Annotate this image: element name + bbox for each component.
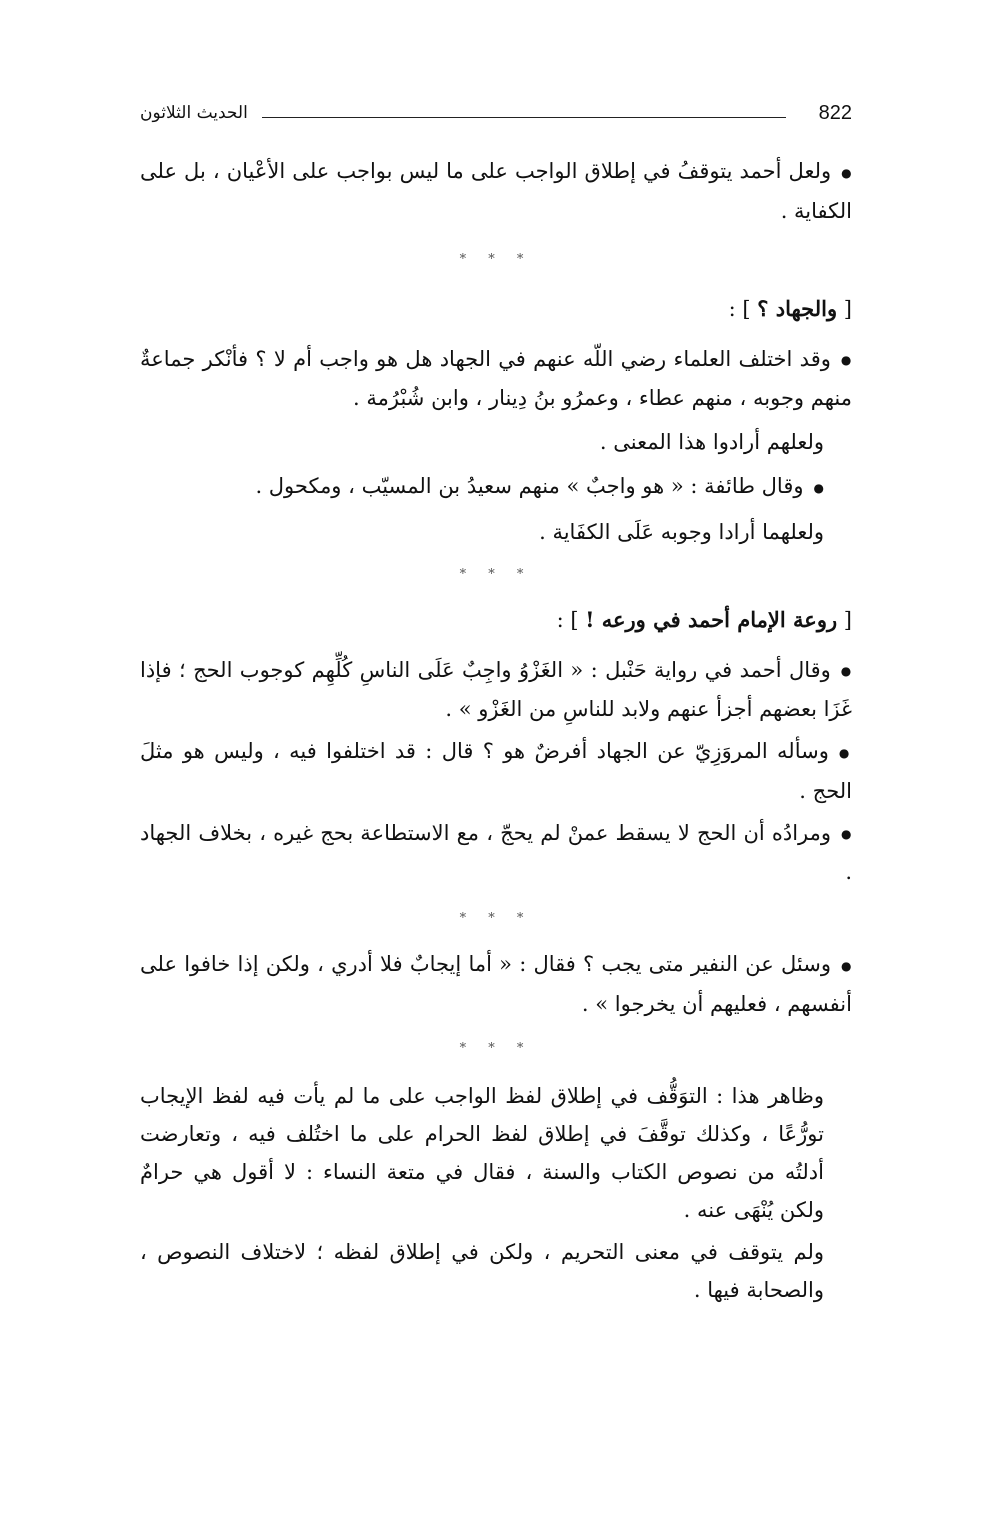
closing-paragraph-2: ولم يتوقف في معنى التحريم ، ولكن في إطلاق لفظه ؛ لاختلاف النصوص ، والصحابة فيها . <box>140 1239 824 1302</box>
running-title: الحديث الثلاثون <box>140 103 248 123</box>
header-rule <box>262 117 786 118</box>
wara-heading: [ روعة الإمام أحمد في ورعه ! ] : <box>556 606 852 632</box>
page-body <box>140 152 852 1309</box>
jihad-heading-text: والجهاد ؟ <box>757 295 838 321</box>
jihad-paragraph-1: ● وقد اختلف العلماء رضي اللّه عنهم في الجهاد هل هو واجب أم لا ؟ فأنْكر جماعةٌ منهم وجوبه ، منهم عطاء ، وعمرُو بنُ دِينار ، وابن شُبْرُمة . <box>140 340 852 418</box>
page-number: 822 <box>818 102 852 124</box>
page-header <box>140 98 852 128</box>
section-separator: * * * <box>459 911 533 926</box>
jihad-paragraph-3: ● وقال طائفة : « هو واجبٌ » منهم سعيدُ بن المسيّب ، ومكحول . <box>140 467 852 507</box>
jihad-paragraph-2: ولعلهم أرادوا هذا المعنى . <box>599 430 824 454</box>
wara-paragraph-3: ● ومرادُه أن الحج لا يسقط عمنْ لم يحجّ ، مع الاستطاعة بحج غيره ، بخلاف الجهاد . <box>140 814 852 892</box>
nafir-paragraph: ● وسئل عن النفير متى يجب ؟ فقال : « أما إيجابٌ فلا أدري ، ولكن إذا خافوا على أنفسهم ، فعليهم أن يخرجوا » . <box>140 945 852 1023</box>
wara-heading-text: روعة الإمام أحمد في ورعه ! <box>585 606 838 632</box>
jihad-paragraph-4: ولعلهما أرادا وجوبه عَلَى الكفَاية . <box>539 519 824 544</box>
section-separator: * * * <box>459 566 533 582</box>
section-separator: * * * <box>459 1040 533 1056</box>
jihad-heading: [ والجهاد ؟ ] : <box>728 295 852 321</box>
wara-paragraph-2: ● وسأله المروَزِيّ عن الجهاد أفرضٌ هو ؟ قال : قد اختلفوا فيه ، وليس هو مثلَ الحج . <box>140 732 852 810</box>
section-separator: * * * <box>459 251 533 267</box>
intro-paragraph: ● ولعل أحمد يتوقفُ في إطلاق الواجب على ما ليس بواجب على الأعْيان ، بل على الكفاية . <box>140 152 852 230</box>
closing-paragraph-1: وظاهر هذا : التوَقُّف في إطلاق لفظ الواجب على ما لم يأت فيه لفظ الإيجاب تورُّعًا ، وكذلك توقَّفَ في إطلاق لفظ الحرام على ما اختُلف فيه ، وتعارضت أدلتُه من نصوص الكتاب والسنة ، فقال في متعة النساء : لا أقول هي حرامٌ ولكن يُنْهَى عنه . <box>140 1083 824 1222</box>
wara-paragraph-1: ● وقال أحمد في رواية حَنْبل : « الغَزْوُ واجِبٌ عَلَى الناسِ كُلِّهِم كوجوب الحج ؛ فإذا غَزَا بعضهم أجزأ عنهم ولابد للناسِ من الغَزْو » . <box>140 651 852 729</box>
